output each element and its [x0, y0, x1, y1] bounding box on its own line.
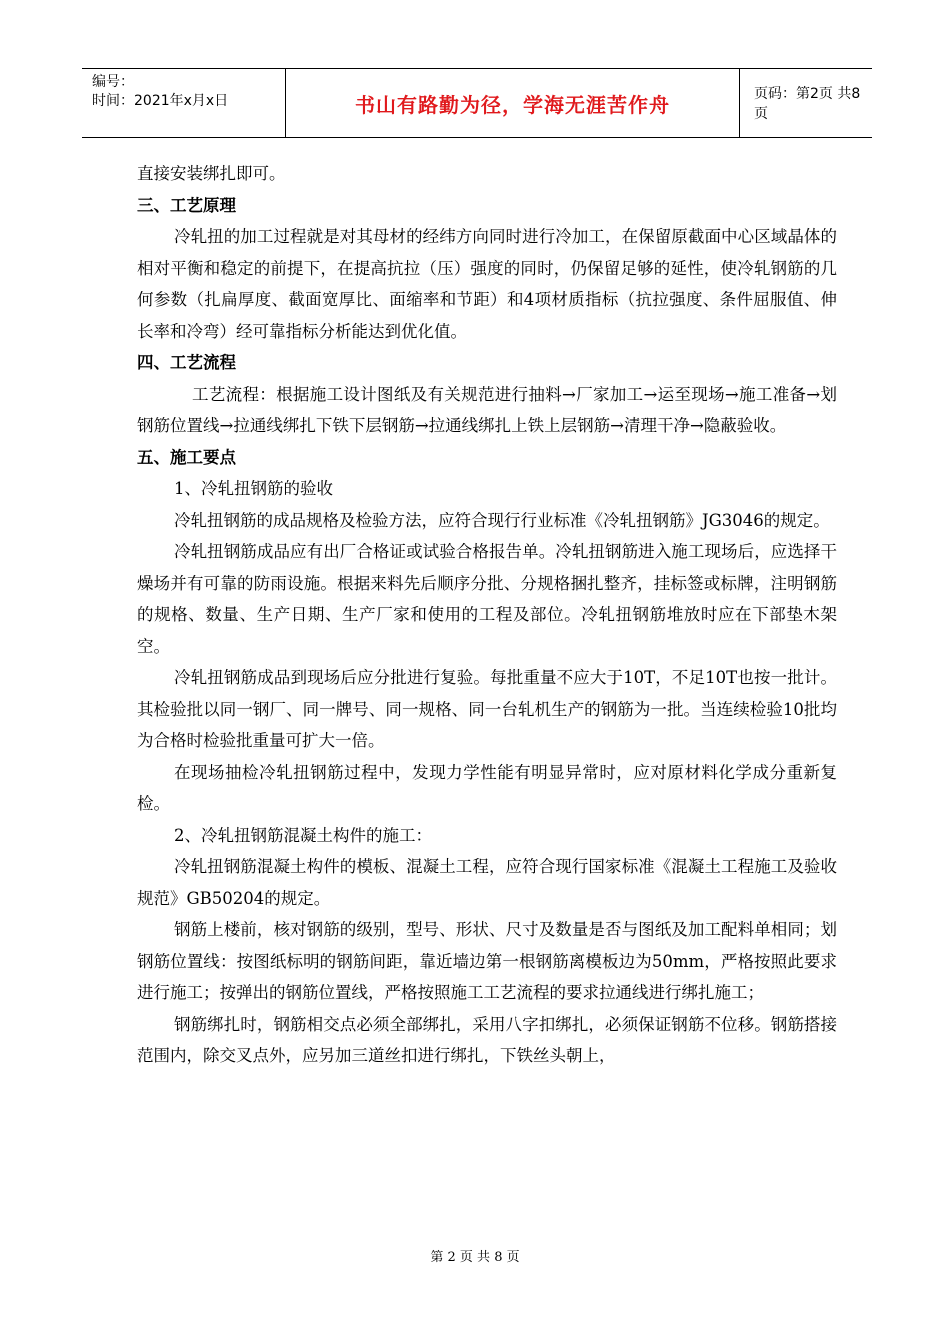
paragraph: 冷轧扭钢筋成品应有出厂合格证或试验合格报告单。冷轧扭钢筋进入施工现场后，应选择干燥场并有可靠的防雨设施。根据来料先后顺序分批、分规格捆扎整齐，挂标签或标牌，注明钢筋的规格、数量、生产日期、生产厂家和使用的工程及部位。冷轧扭钢筋堆放时应在下部垫木架空。: [137, 542, 837, 656]
document-body: [137, 158, 837, 1072]
subsection-heading: 2、冷轧扭钢筋混凝土构件的施工：: [174, 825, 432, 845]
header-page-number: 页码：第2页 共8页: [754, 86, 861, 122]
paragraph: 冷轧扭钢筋混凝土构件的模板、混凝土工程，应符合现行国家标准《混凝土工程施工及验收规范》GB50204的规定。: [137, 857, 837, 908]
paragraph: 钢筋上楼前，核对钢筋的级别，型号、形状、尺寸及数量是否与图纸及加工配料单相同；划钢筋位置线：按图纸标明的钢筋间距，靠近墙边第一根钢筋离模板边为50mm，严格按照此要求进行施工；按弹出的钢筋位置线，严格按照施工工艺流程的要求拉通线进行绑扎施工；: [137, 920, 837, 1002]
page-header: [82, 68, 872, 138]
paragraph: 冷轧扭的加工过程就是对其母材的经纬方向同时进行冷加工，在保留原截面中心区域晶体的相对平衡和稳定的前提下，在提高抗拉（压）强度的同时，仍保留足够的延性，使冷轧钢筋的几何参数（扎扁厚度、截面宽厚比、面缩率和节距）和4项材质指标（抗拉强度、条件屈服值、伸长率和冷弯）经可靠指标分析能达到优化值。: [137, 227, 837, 341]
paragraph: 冷轧扭钢筋的成品规格及检验方法，应符合现行行业标准《冷轧扭钢筋》JG3046的规定。: [174, 510, 830, 530]
header-motto-cell: [286, 69, 740, 137]
page-footer: 第 2 页 共 8 页: [430, 1250, 520, 1265]
section-heading: 三、工艺原理: [137, 195, 236, 215]
document-time-label: 时间：2021年x月x日: [92, 93, 229, 109]
header-page-cell: [740, 69, 872, 137]
paragraph: 冷轧扭钢筋成品到现场后应分批进行复验。每批重量不应大于10T，不足10T也按一批计。其检验批以同一钢厂、同一牌号、同一规格、同一台轧机生产的钢筋为一批。当连续检验10批均为合格时检验批重量可扩大一倍。: [137, 668, 837, 750]
paragraph: 直接安装绑扎即可。: [137, 164, 286, 183]
paragraph: 钢筋绑扎时，钢筋相交点必须全部绑扎，采用八字扣绑扎，必须保证钢筋不位移。钢筋搭接范围内，除交叉点外，应另加三道丝扣进行绑扎，下铁丝头朝上，: [137, 1014, 837, 1065]
header-meta: [82, 69, 286, 137]
subsection-heading: 1、冷轧扭钢筋的验收: [174, 479, 333, 498]
paragraph: 在现场抽检冷轧扭钢筋过程中，发现力学性能有明显异常时，应对原材料化学成分重新复检。: [137, 762, 837, 813]
paragraph: 工艺流程：根据施工设计图纸及有关规范进行抽料→厂家加工→运至现场→施工准备→划钢筋位置线→拉通线绑扎下铁下层钢筋→拉通线绑扎上铁上层钢筋→清理干净→隐蔽验收。: [137, 384, 837, 435]
section-heading: 四、工艺流程: [137, 353, 236, 372]
section-heading: 五、施工要点: [137, 447, 236, 467]
document-number-label: 编号：: [92, 74, 134, 90]
header-motto: 书山有路勤为径，学海无涯苦作舟: [355, 92, 670, 117]
